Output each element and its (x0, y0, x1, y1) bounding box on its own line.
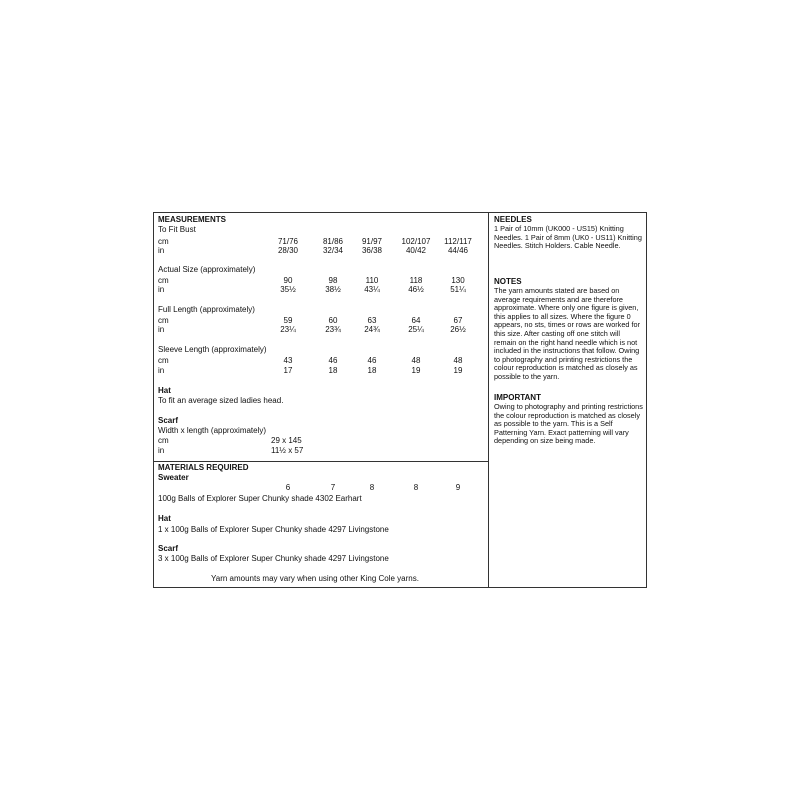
actual-size-label: Actual Size (approximately) (158, 265, 256, 274)
length-cm-value: 63 (367, 316, 377, 325)
sleeve-length-label: Sleeve Length (approximately) (158, 345, 267, 354)
scarf-heading: Scarf (158, 416, 179, 425)
actual-cm-value: 98 (328, 276, 338, 285)
needles-text: 1 Pair of 10mm (UK000 - US15) Knitting Needles. 1 Pair of 8mm (UK0 - US11) Knitting Needles. Stitch Holders. Cable Needle. (494, 224, 642, 251)
length-in-value: 24¾ (364, 325, 380, 334)
bust-in-value: 40/42 (405, 246, 427, 255)
actual-cm-value: 90 (283, 276, 293, 285)
sleeve-in-value: 19 (453, 366, 463, 375)
sleeve-in-value: 19 (411, 366, 421, 375)
bust-cm-value: 71/76 (277, 237, 299, 246)
full-length-label: Full Length (approximately) (158, 305, 255, 314)
sleeve-cm-value: 46 (367, 356, 377, 365)
sleeve-cm-value: 43 (283, 356, 293, 365)
scarf-in-label: in (158, 446, 165, 455)
actual-cm-value: 110 (365, 276, 379, 285)
actual-cm-value: 118 (409, 276, 423, 285)
sleeve-cm-value: 48 (411, 356, 421, 365)
actual-in-value: 51¼ (450, 285, 466, 294)
length-in-label: in (158, 325, 165, 334)
notes-text: The yarn amounts stated are based on average requirements and are therefore approximate. Where only one figure is given, this applies to all sizes. Where the figure 0 appears, no sts, times or rows are worked for this size. After casting off one stitch will remain on the right hand needle which is not included in the instructions that follow. Owing to photography and printing restrictions the colour reproduction is matched as closely as possible to the yarn. (494, 286, 640, 381)
scarf-size-label: Width x length (approximately) (158, 426, 267, 435)
actual-cm-label: cm (158, 276, 169, 285)
bust-in-label: in (158, 246, 165, 255)
yarn-note: Yarn amounts may vary when using other King Cole yarns. (211, 574, 419, 583)
important-heading: IMPORTANT (494, 393, 541, 402)
hat-yarn-text: 1 x 100g Balls of Explorer Super Chunky shade 4297 Livingstone (158, 525, 389, 534)
length-cm-value: 60 (328, 316, 338, 325)
bust-cm-value: 112/117 (444, 237, 472, 246)
bust-in-value: 44/46 (447, 246, 469, 255)
sweater-balls-value: 7 (330, 483, 336, 492)
sweater-balls-value: 6 (285, 483, 291, 492)
needles-heading: NEEDLES (494, 215, 532, 224)
materials-heading: MATERIALS REQUIRED (158, 463, 249, 472)
scarf-cm-label: cm (158, 436, 169, 445)
length-in-value: 23¼ (280, 325, 296, 334)
sleeve-cm-value: 46 (328, 356, 338, 365)
bust-cm-label: cm (158, 237, 169, 246)
important-text: Owing to photography and printing restrictions the colour reproduction is matched as closely as possible to the yarn. This is a Self Patterning Yarn. Exact patterning will vary depending on size being made. (494, 402, 643, 446)
column-divider (488, 212, 489, 588)
sweater-balls-value: 8 (369, 483, 375, 492)
sweater-heading: Sweater (158, 473, 189, 482)
length-in-value: 26½ (450, 325, 466, 334)
bust-cm-value: 81/86 (322, 237, 344, 246)
actual-in-value: 43¼ (364, 285, 380, 294)
bust-in-value: 36/38 (361, 246, 383, 255)
length-cm-value: 67 (453, 316, 463, 325)
actual-in-value: 35½ (280, 285, 296, 294)
measurements-heading: MEASUREMENTS (158, 215, 227, 224)
hat-materials-heading: Hat (158, 514, 171, 523)
length-cm-value: 59 (283, 316, 293, 325)
sleeve-in-value: 18 (367, 366, 377, 375)
actual-in-value: 46½ (408, 285, 424, 294)
sleeve-in-value: 18 (328, 366, 338, 375)
length-cm-label: cm (158, 316, 169, 325)
section-divider (153, 461, 489, 462)
sweater-balls-value: 9 (455, 483, 461, 492)
hat-heading: Hat (158, 386, 171, 395)
scarf-materials-heading: Scarf (158, 544, 179, 553)
bust-cm-value: 102/107 (401, 237, 431, 246)
sleeve-in-label: in (158, 366, 165, 375)
bust-in-value: 32/34 (322, 246, 344, 255)
actual-in-label: in (158, 285, 165, 294)
bust-in-value: 28/30 (277, 246, 299, 255)
sleeve-cm-label: cm (158, 356, 169, 365)
sweater-balls-value: 8 (413, 483, 419, 492)
scarf-in-value: 11½ x 57 (271, 446, 304, 455)
actual-in-value: 38½ (325, 285, 341, 294)
length-cm-value: 64 (411, 316, 421, 325)
length-in-value: 25¼ (408, 325, 424, 334)
scarf-yarn-text: 3 x 100g Balls of Explorer Super Chunky shade 4297 Livingstone (158, 554, 389, 563)
bust-cm-value: 91/97 (361, 237, 383, 246)
bust-label: To Fit Bust (158, 225, 196, 234)
sleeve-in-value: 17 (283, 366, 293, 375)
notes-heading: NOTES (494, 277, 522, 286)
sleeve-cm-value: 48 (453, 356, 463, 365)
length-in-value: 23¾ (325, 325, 341, 334)
scarf-cm-value: 29 x 145 (271, 436, 302, 445)
actual-cm-value: 130 (451, 276, 465, 285)
sweater-yarn-text: 100g Balls of Explorer Super Chunky shade 4302 Earhart (158, 494, 362, 503)
hat-fit-text: To fit an average sized ladies head. (158, 396, 284, 405)
